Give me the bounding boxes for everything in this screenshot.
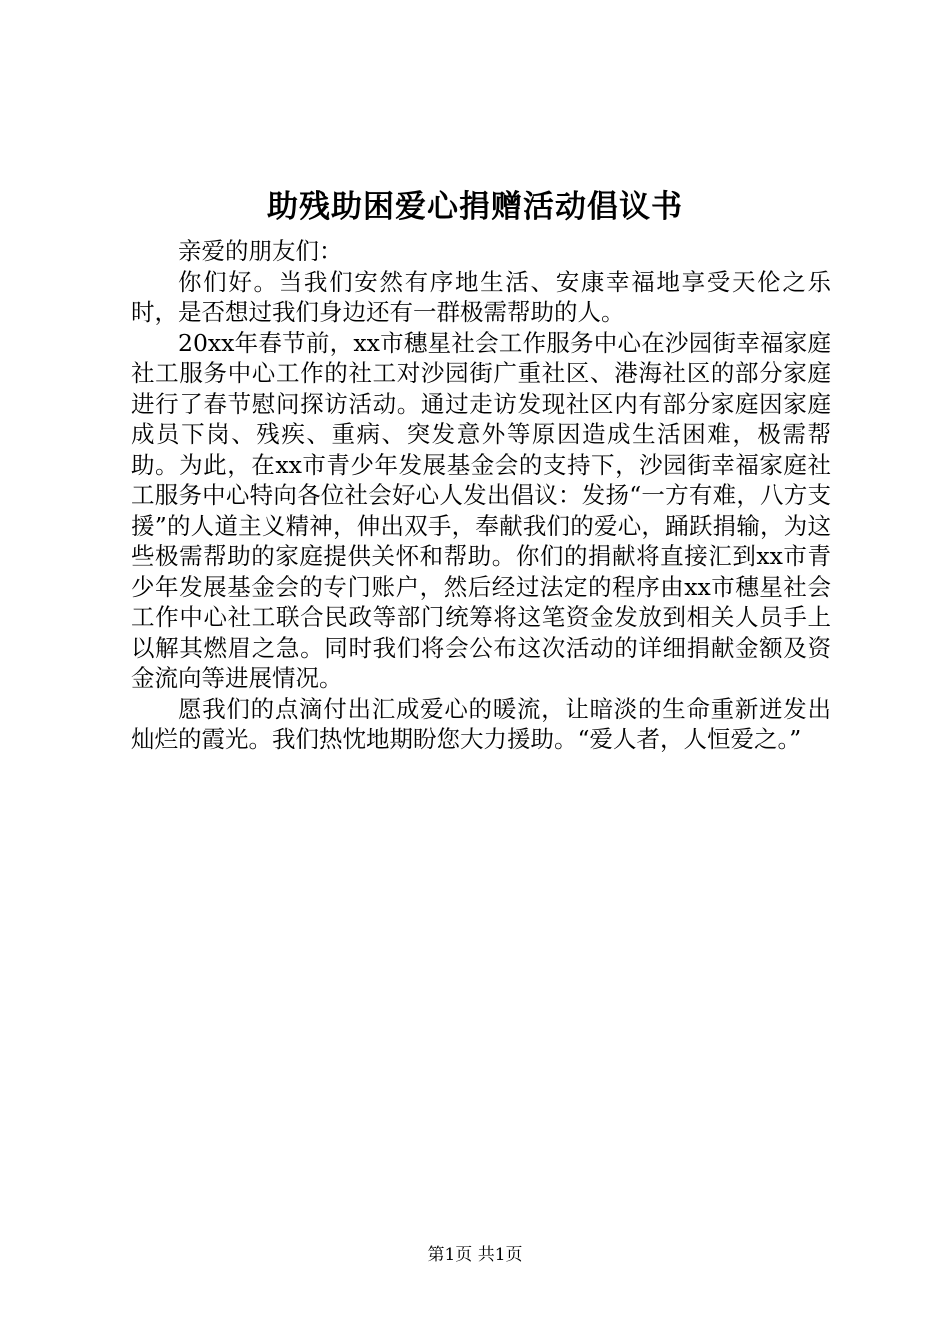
page-footer: 第1页 共1页 [427, 1245, 523, 1265]
paragraph-main: 20xx年春节前，xx市穗星社会工作服务中心在沙园街幸福家庭社工服务中心工作的社工对沙园街广重社区、港海社区的部分家庭进行了春节慰问探访活动。通过走访发现社区内有部分家庭因家庭成员下岗、残疾、重病、突发意外等原因造成生活困难，极需帮助。为此，在xx市青少年发展基金会的支持下，沙园街幸福家庭社工服务中心特向各位社会好心人发出倡议：发扬“一方有难，八方支援”的人道主义精神，伸出双手，奉献我们的爱心，踊跃捐输，为这些极需帮助的家庭提供关怀和帮助。你们的捐献将直接汇到xx市青少年发展基金会的专门账户，然后经过法定的程序由xx市穗星社会工作中心社工联合民政等部门统筹将这笔资金发放到相关人员手上以解其燃眉之急。同时我们将会公布这次活动的详细捐献金额及资金流向等进展情况。 [131, 328, 831, 692]
paragraph-closing: 愿我们的点滴付出汇成爱心的暖流，让暗淡的生命重新迸发出灿烂的霞光。我们热忱地期盼您大力援助。“爱人者，人恒爱之。” [131, 694, 831, 753]
salutation: 亲爱的朋友们： [178, 237, 343, 265]
document-body [131, 236, 831, 755]
document-title: 助残助困爱心捐赠活动倡议书 [267, 189, 683, 225]
paragraph-greeting: 你们好。当我们安然有序地生活、安康幸福地享受天伦之乐时，是否想过我们身边还有一群极需帮助的人。 [131, 267, 831, 326]
